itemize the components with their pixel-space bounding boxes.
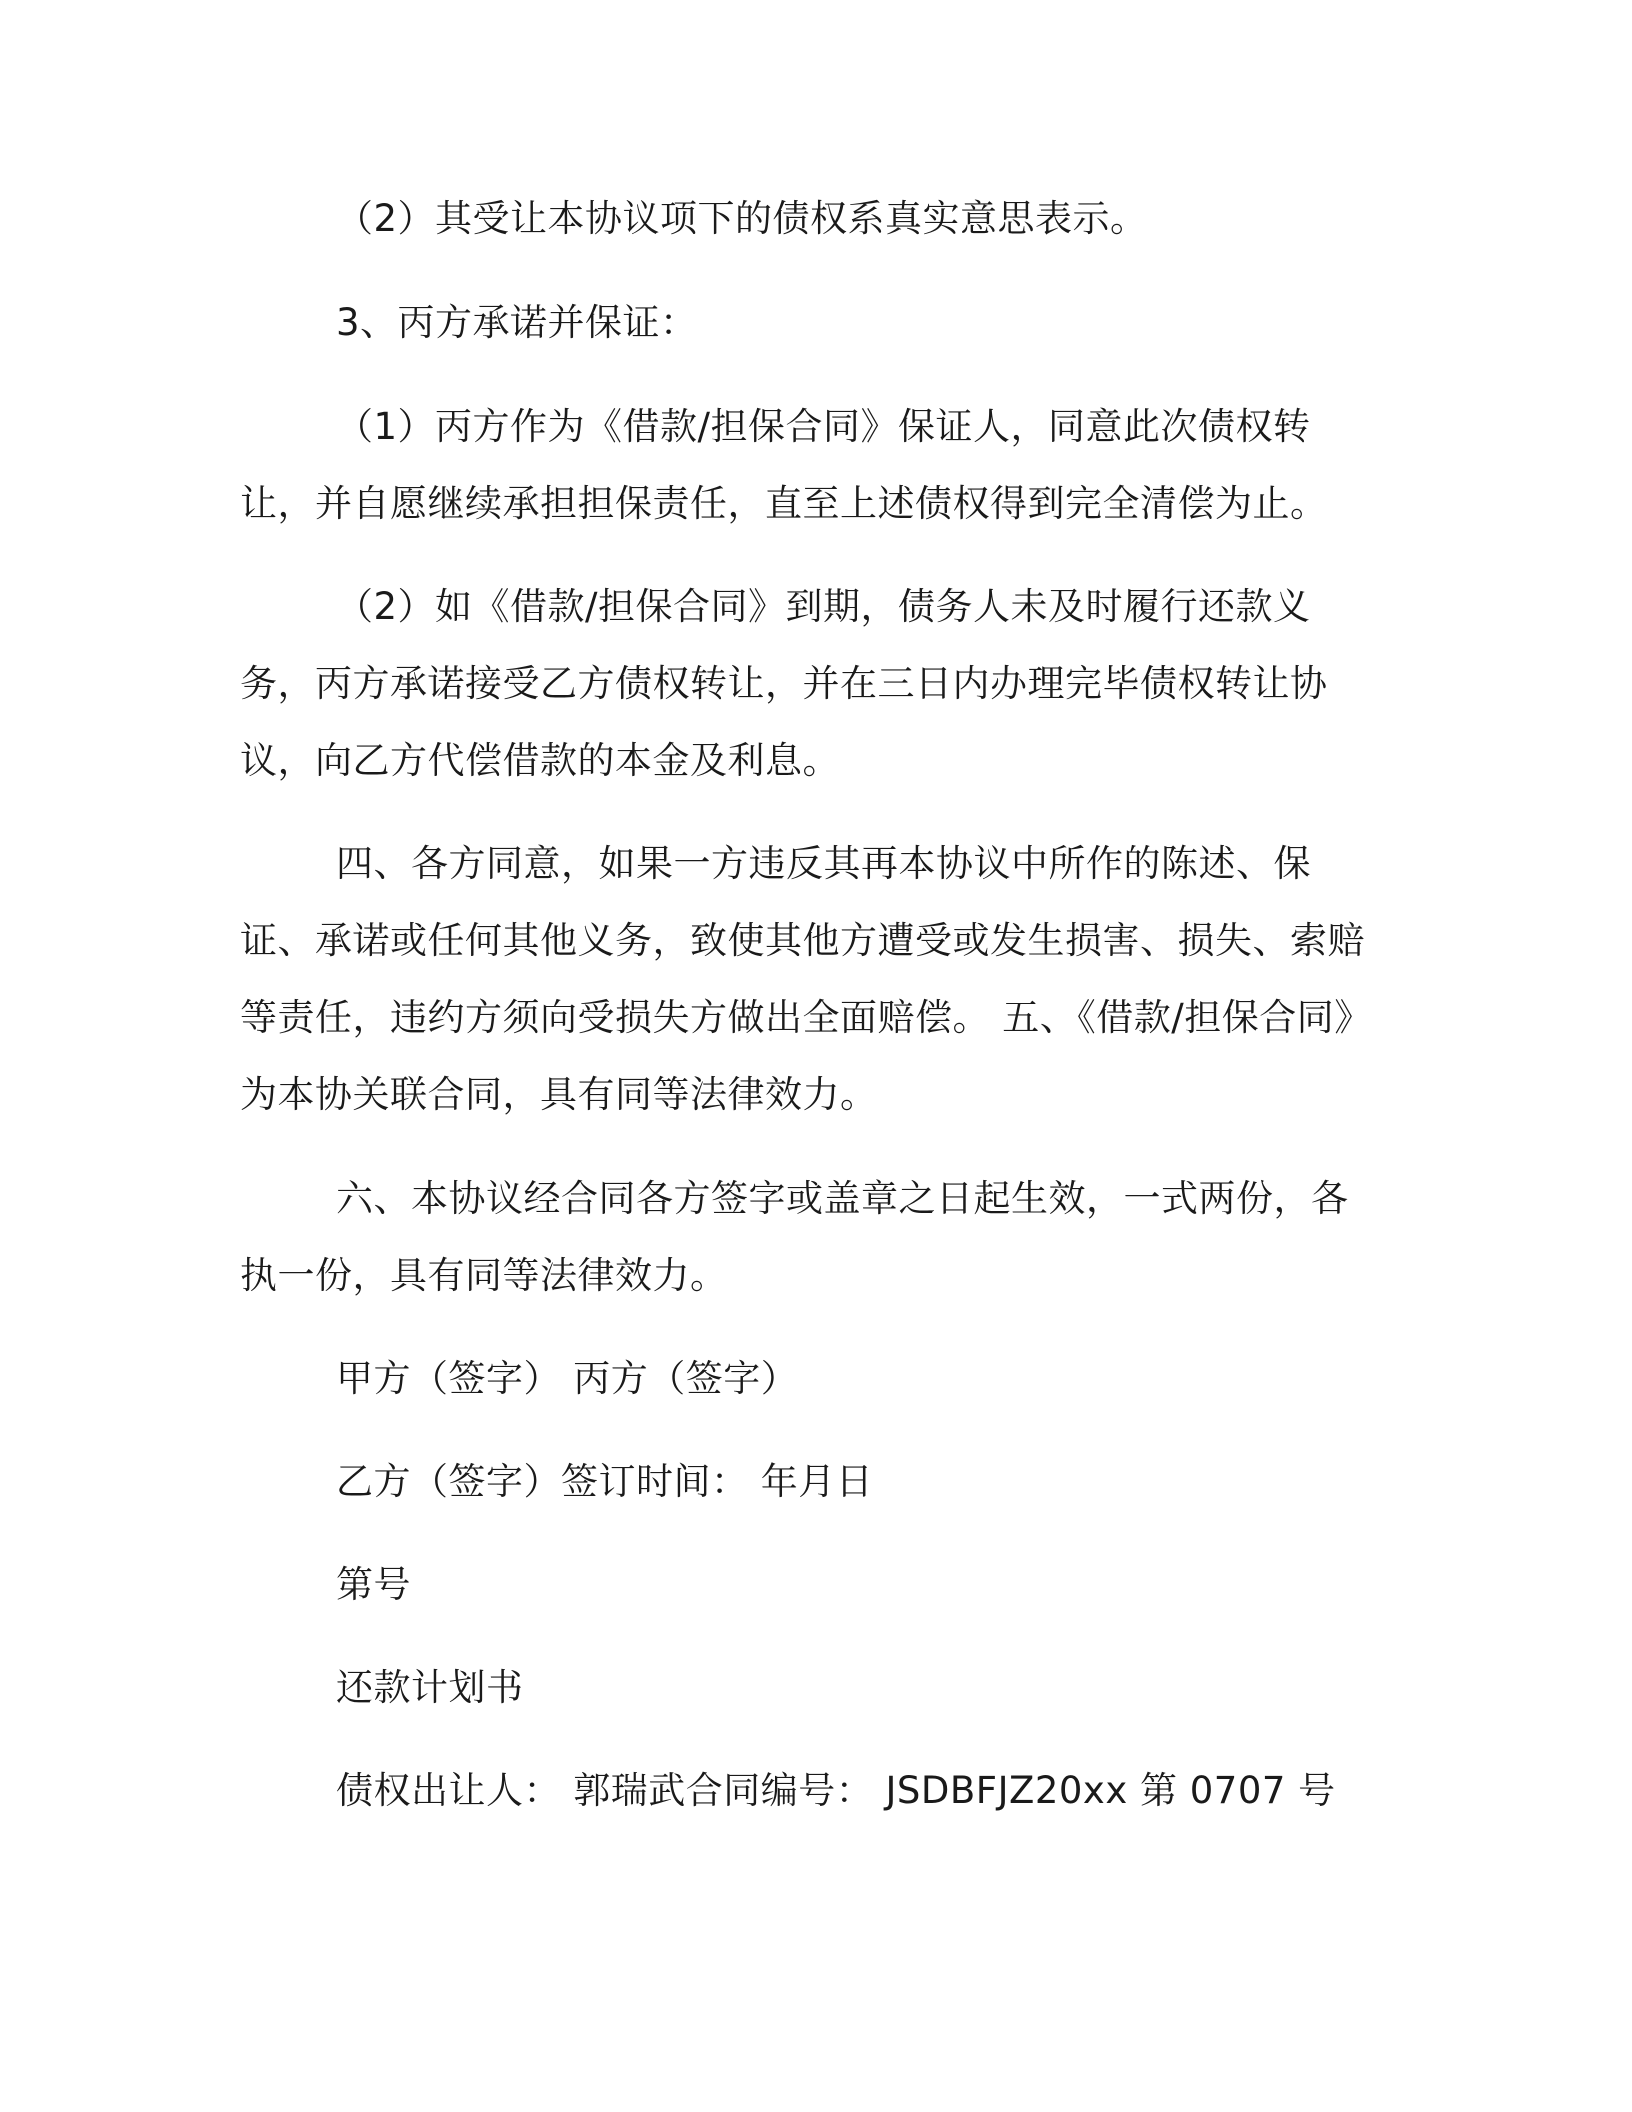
signature-line-party-a-c: 甲方（签字） 丙方（签字） [336,1357,799,1400]
paragraph-effectiveness: 六、本协议经合同各方签字或盖章之日起生效，一式两份，各执一份，具有同等法律效力。 [240,1177,1349,1297]
paragraph-breach-compensation: 四、各方同意，如果一方违反其再本协议中所作的陈述、保证、承诺或任何其他义务，致使其他方遭受或发生损害、损失、索赔等责任，违约方须向受损失方做出全面赔偿。 五、《借款/担保合同》为本协关联合同，具有同等法律效力。 [240,842,1372,1116]
document-number-line: 第号 [336,1563,411,1606]
paragraph-party-c-heading: 3、丙方承诺并保证： [336,301,698,344]
paragraph-transferee-intent: （2）其受让本协议项下的债权系真实意思表示。 [336,197,1148,240]
signature-line-party-b-date: 乙方（签字）签订时间： 年月日 [336,1460,874,1503]
repayment-plan-title: 还款计划书 [336,1666,524,1709]
creditor-contract-line: 债权出让人： 郭瑞武合同编号： JSDBFJZ20xx 第 0707 号 [336,1769,1336,1812]
paragraph-party-c-repayment: （2）如《借款/担保合同》到期，债务人未及时履行还款义务，丙方承诺接受乙方债权转让，并在三日内办理完毕债权转让协议，向乙方代偿借款的本金及利息。 [240,585,1328,782]
paragraph-party-c-guarantee: （1）丙方作为《借款/担保合同》保证人，同意此次债权转让，并自愿继续承担担保责任，直至上述债权得到完全清偿为止。 [240,405,1328,525]
